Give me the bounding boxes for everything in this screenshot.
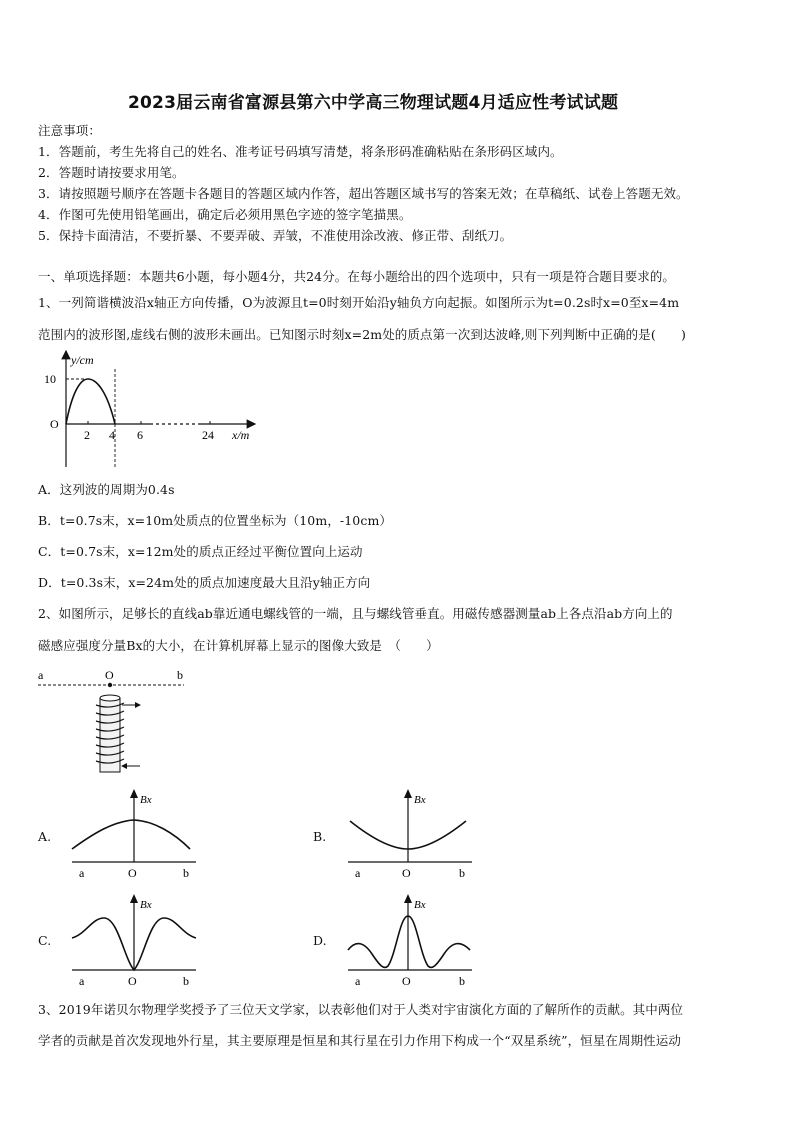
q2-choice-a-graph[interactable] [64,785,204,885]
notice-item: 1．答题前，考生先将自己的姓名、准考证号码填写清楚，将条形码准确粘贴在条形码区域内。 [38,144,563,159]
q3-stem-line2: 学者的贡献是首次发现地外行星，其主要原理是恒星和其行星在引力作用下构成一个“双星系统”，恒星在周期性运动 [38,1033,681,1048]
page-title: 2023届云南省富源县第六中学高三物理试题4月适应性考试试题 [128,93,619,113]
notice-heading: 注意事项： [38,123,102,138]
q1-option-b[interactable]: B．t=0.7s末，x=10m处质点的位置坐标为（10m，-10cm） [38,513,393,528]
q2-d-y-arrow [404,894,412,903]
q1-wave-curve [66,379,115,424]
q2-c-tick-a: a [79,974,85,988]
q2-b-tick-o: O [402,866,411,880]
q2-d-ylabel: Bx [414,899,426,911]
q2-b-ylabel: Bx [414,794,426,806]
q2-stem-line2: 磁感应强度分量Bx的大小，在计算机屏幕上显示的图像大致是 （ ） [38,638,439,653]
q2-choice-d-letter[interactable]: D. [313,933,327,948]
q2-a-y-arrow [130,789,138,798]
q2-d-tick-a: a [355,974,361,988]
q3-stem-line1: 3、2019年诺贝尔物理学奖授予了三位天文学家，以表彰他们对于人类对宇宙演化方面的了解所作的贡献。其中两位 [38,1002,684,1017]
q2-b-tick-b: b [459,866,465,880]
q1-xlabel: x/m [232,428,250,442]
q1-xtick-24: 24 [202,428,214,442]
notice-item: 3．请按照题号顺序在答题卡各题目的答题区域内作答，超出答题区域书写的答案无效；在草稿纸、试卷上答题无效。 [38,186,689,201]
q2-a-ylabel: Bx [140,794,152,806]
q1-option-c[interactable]: C．t=0.7s末，x=12m处的质点正经过平衡位置向上运动 [38,544,363,559]
q2-choice-d-graph[interactable] [340,890,480,990]
q2-b-y-arrow [404,789,412,798]
q2-label-b: b [177,668,183,682]
q1-xtick-4: 4 [109,428,115,442]
notice-item: 2．答题时请按要求用笔。 [38,165,185,180]
section-heading: 一、单项选择题：本题共6小题，每小题4分，共24分。在每小题给出的四个选项中，只有一项是符合题目要求的。 [38,269,676,284]
q2-solenoid-figure [36,665,206,780]
q2-c-y-arrow [130,894,138,903]
q1-option-d[interactable]: D．t=0.3s末，x=24m处的质点加速度最大且沿y轴正方向 [38,575,371,590]
q2-a-tick-b: b [183,866,189,880]
q2-choice-a-letter[interactable]: A. [38,829,52,844]
q2-label-a: a [38,668,44,682]
q2-label-o: O [105,668,114,682]
q2-point-o [108,683,112,687]
q2-b-tick-a: a [355,866,361,880]
q1-stem-line2: 范围内的波形图,虚线右侧的波形未画出。已知图示时刻x=2m处的质点第一次到达波峰,则下列判断中正确的是( ) [38,327,687,342]
q2-a-tick-a: a [79,866,85,880]
notice-item: 4．作图可先使用铅笔画出，确定后必须用黑色字迹的签字笔描黑。 [38,207,412,222]
q2-choice-b-letter[interactable]: B. [313,829,327,844]
q1-stem-line1: 1、一列简谐横波沿x轴正方向传播，O为波源且t=0时刻开始沿y轴负方向起振。如图所示为t=0.2s时x=0至x=4m [38,295,680,310]
q1-wave-graph [40,345,270,470]
q1-ytick-10: 10 [44,372,56,386]
q2-c-ylabel: Bx [140,899,152,911]
q1-option-a[interactable]: A．这列波的周期为0.4s [38,482,175,497]
q2-choice-c-graph[interactable] [64,890,204,990]
q2-d-tick-o: O [402,974,411,988]
q2-d-tick-b: b [459,974,465,988]
notice-item: 5．保持卡面清洁，不要折暴、不要弄破、弄皱，不准使用涂改液、修正带、刮纸刀。 [38,228,513,243]
q2-a-curve [72,820,190,849]
q2-choice-c-letter[interactable]: C. [38,933,52,948]
q2-solenoid-core [100,698,120,772]
q1-ylabel: y/cm [71,353,94,367]
q1-origin-label: O [50,417,59,431]
q1-xtick-6: 6 [137,428,143,442]
q2-stem-line1: 2、如图所示，足够长的直线ab靠近通电螺线管的一端，且与螺线管垂直。用磁传感器测量ab上各点沿ab方向上的 [38,606,673,621]
q2-c-tick-b: b [183,974,189,988]
q2-a-tick-o: O [128,866,137,880]
q1-xtick-2: 2 [84,428,90,442]
q2-choice-b-graph[interactable] [340,785,480,885]
q2-c-tick-o: O [128,974,137,988]
q2-d-curve [348,916,470,968]
q2-solenoid-top [100,695,120,701]
